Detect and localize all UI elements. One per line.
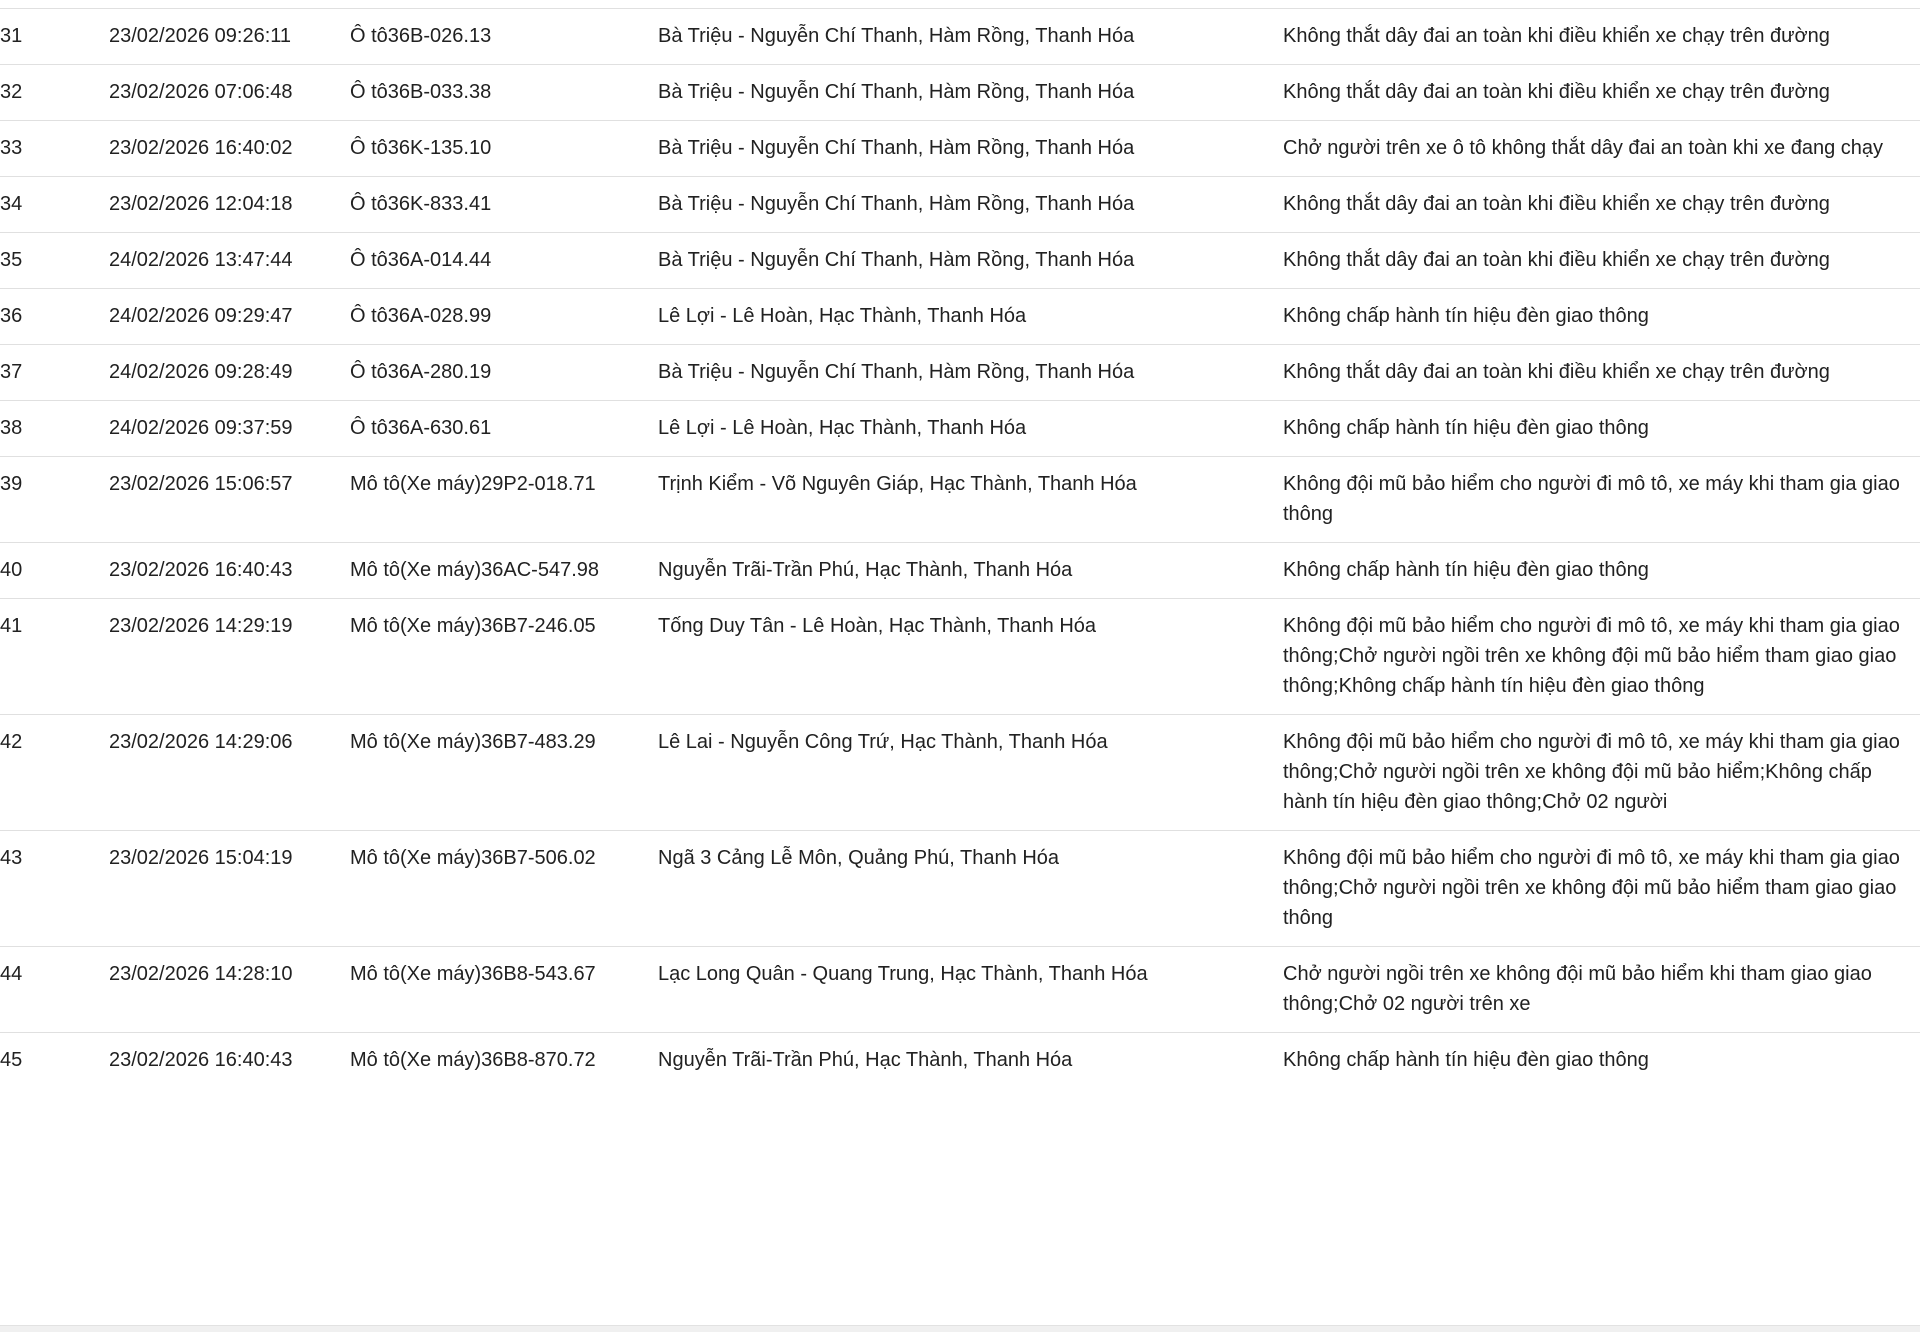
location-cell: Trịnh Kiểm - Võ Nguyên Giáp, Hạc Thành, Thanh Hóa — [658, 457, 1283, 543]
row-number-cell: 38 — [0, 401, 109, 457]
location-cell: Lê Lợi - Lê Hoàn, Hạc Thành, Thanh Hóa — [658, 401, 1283, 457]
row-number-cell: 33 — [0, 121, 109, 177]
violation-time-cell: 23/02/2026 16:40:43 — [109, 543, 350, 599]
location-cell: Lê Lợi - Lê Hoàn, Hạc Thành, Thanh Hóa — [658, 289, 1283, 345]
row-number-cell: 34 — [0, 177, 109, 233]
vehicle-plate-cell: Mô tô(Xe máy)36AC-547.98 — [350, 543, 658, 599]
violation-time-cell: 24/02/2026 09:29:47 — [109, 289, 350, 345]
violation-description-cell: Không chấp hành tín hiệu đèn giao thông — [1283, 543, 1920, 599]
row-number-cell: 35 — [0, 233, 109, 289]
violation-description-cell: Không chấp hành tín hiệu đèn giao thông — [1283, 1033, 1920, 1089]
location-cell: Bà Triệu - Nguyễn Chí Thanh, Hàm Rồng, Thanh Hóa — [658, 345, 1283, 401]
row-number-cell: 36 — [0, 289, 109, 345]
violation-time-cell: 24/02/2026 09:37:59 — [109, 401, 350, 457]
row-number-cell: 45 — [0, 1033, 109, 1089]
violation-description-cell: Chở người trên xe ô tô không thắt dây đai an toàn khi xe đang chạy — [1283, 121, 1920, 177]
violation-description-cell: Không thắt dây đai an toàn khi điều khiển xe chạy trên đường — [1283, 65, 1920, 121]
violation-time-cell: 23/02/2026 15:04:19 — [109, 831, 350, 947]
location-cell: Bà Triệu - Nguyễn Chí Thanh, Hàm Rồng, Thanh Hóa — [658, 177, 1283, 233]
violation-time-cell: 23/02/2026 12:04:18 — [109, 177, 350, 233]
violation-time-cell: 23/02/2026 14:29:19 — [109, 599, 350, 715]
violation-description-cell: Không đội mũ bảo hiểm cho người đi mô tô, xe máy khi tham gia giao thông;Chở người ngồi trên xe không đội mũ bảo hiểm tham giao giao thông — [1283, 831, 1920, 947]
location-cell: Ngã 3 Cảng Lễ Môn, Quảng Phú, Thanh Hóa — [658, 831, 1283, 947]
location-cell: Tống Duy Tân - Lê Hoàn, Hạc Thành, Thanh Hóa — [658, 599, 1283, 715]
location-cell: Nguyễn Trãi-Trần Phú, Hạc Thành, Thanh Hóa — [658, 543, 1283, 599]
table-row — [0, 345, 1920, 401]
vehicle-plate-cell: Mô tô(Xe máy)29P2-018.71 — [350, 457, 658, 543]
violation-time-cell: 23/02/2026 15:06:57 — [109, 457, 350, 543]
location-cell: Lê Lai - Nguyễn Công Trứ, Hạc Thành, Thanh Hóa — [658, 715, 1283, 831]
location-cell: Bà Triệu - Nguyễn Chí Thanh, Hàm Rồng, Thanh Hóa — [658, 233, 1283, 289]
violation-description-cell: Chở người ngồi trên xe không đội mũ bảo hiểm khi tham giao giao thông;Chở 02 người trên xe — [1283, 947, 1920, 1033]
location-cell: Bà Triệu - Nguyễn Chí Thanh, Hàm Rồng, Thanh Hóa — [658, 9, 1283, 65]
vehicle-plate-cell: Ô tô36A-028.99 — [350, 289, 658, 345]
table-top-edge — [0, 0, 1920, 8]
table-row — [0, 65, 1920, 121]
violation-table-body — [0, 9, 1920, 1089]
violation-time-cell: 24/02/2026 09:28:49 — [109, 345, 350, 401]
row-number-cell: 41 — [0, 599, 109, 715]
location-cell: Lạc Long Quân - Quang Trung, Hạc Thành, Thanh Hóa — [658, 947, 1283, 1033]
violation-time-cell: 23/02/2026 07:06:48 — [109, 65, 350, 121]
table-row — [0, 289, 1920, 345]
violation-description-cell: Không chấp hành tín hiệu đèn giao thông — [1283, 289, 1920, 345]
table-row — [0, 177, 1920, 233]
table-row — [0, 457, 1920, 543]
table-row — [0, 715, 1920, 831]
table-row — [0, 947, 1920, 1033]
table-row — [0, 401, 1920, 457]
table-row — [0, 831, 1920, 947]
violation-description-cell: Không thắt dây đai an toàn khi điều khiển xe chạy trên đường — [1283, 9, 1920, 65]
vehicle-plate-cell: Ô tô36K-135.10 — [350, 121, 658, 177]
vehicle-plate-cell: Mô tô(Xe máy)36B7-506.02 — [350, 831, 658, 947]
vehicle-plate-cell: Mô tô(Xe máy)36B7-246.05 — [350, 599, 658, 715]
table-row — [0, 1033, 1920, 1089]
table-row — [0, 543, 1920, 599]
table-row — [0, 121, 1920, 177]
row-number-cell: 40 — [0, 543, 109, 599]
violation-description-cell: Không thắt dây đai an toàn khi điều khiển xe chạy trên đường — [1283, 345, 1920, 401]
violation-description-cell: Không đội mũ bảo hiểm cho người đi mô tô, xe máy khi tham gia giao thông — [1283, 457, 1920, 543]
vehicle-plate-cell: Ô tô36B-033.38 — [350, 65, 658, 121]
violation-time-cell: 23/02/2026 09:26:11 — [109, 9, 350, 65]
vehicle-plate-cell: Mô tô(Xe máy)36B8-870.72 — [350, 1033, 658, 1089]
violation-description-cell: Không thắt dây đai an toàn khi điều khiển xe chạy trên đường — [1283, 177, 1920, 233]
footer-edge-strip — [0, 1325, 1920, 1332]
violation-description-cell: Không đội mũ bảo hiểm cho người đi mô tô, xe máy khi tham gia giao thông;Chở người ngồi trên xe không đội mũ bảo hiểm tham giao giao thông;Không chấp hành tín hiệu đèn giao thông — [1283, 599, 1920, 715]
vehicle-plate-cell: Ô tô36A-014.44 — [350, 233, 658, 289]
vehicle-plate-cell: Mô tô(Xe máy)36B7-483.29 — [350, 715, 658, 831]
location-cell: Nguyễn Trãi-Trần Phú, Hạc Thành, Thanh Hóa — [658, 1033, 1283, 1089]
vehicle-plate-cell: Ô tô36K-833.41 — [350, 177, 658, 233]
violation-description-cell: Không đội mũ bảo hiểm cho người đi mô tô, xe máy khi tham gia giao thông;Chở người ngồi trên xe không đội mũ bảo hiểm;Không chấp hành tín hiệu đèn giao thông;Chở 02 người — [1283, 715, 1920, 831]
violation-description-cell: Không chấp hành tín hiệu đèn giao thông — [1283, 401, 1920, 457]
row-number-cell: 39 — [0, 457, 109, 543]
violation-time-cell: 23/02/2026 16:40:43 — [109, 1033, 350, 1089]
violation-time-cell: 23/02/2026 14:28:10 — [109, 947, 350, 1033]
vehicle-plate-cell: Mô tô(Xe máy)36B8-543.67 — [350, 947, 658, 1033]
vehicle-plate-cell: Ô tô36A-280.19 — [350, 345, 658, 401]
vehicle-plate-cell: Ô tô36B-026.13 — [350, 9, 658, 65]
row-number-cell: 32 — [0, 65, 109, 121]
table-row — [0, 233, 1920, 289]
row-number-cell: 44 — [0, 947, 109, 1033]
violation-time-cell: 24/02/2026 13:47:44 — [109, 233, 350, 289]
violation-records-table — [0, 8, 1920, 1088]
location-cell: Bà Triệu - Nguyễn Chí Thanh, Hàm Rồng, Thanh Hóa — [658, 65, 1283, 121]
row-number-cell: 37 — [0, 345, 109, 401]
row-number-cell: 31 — [0, 9, 109, 65]
violation-time-cell: 23/02/2026 14:29:06 — [109, 715, 350, 831]
location-cell: Bà Triệu - Nguyễn Chí Thanh, Hàm Rồng, Thanh Hóa — [658, 121, 1283, 177]
violation-time-cell: 23/02/2026 16:40:02 — [109, 121, 350, 177]
violation-description-cell: Không thắt dây đai an toàn khi điều khiển xe chạy trên đường — [1283, 233, 1920, 289]
table-row — [0, 599, 1920, 715]
vehicle-plate-cell: Ô tô36A-630.61 — [350, 401, 658, 457]
row-number-cell: 42 — [0, 715, 109, 831]
table-row — [0, 9, 1920, 65]
row-number-cell: 43 — [0, 831, 109, 947]
